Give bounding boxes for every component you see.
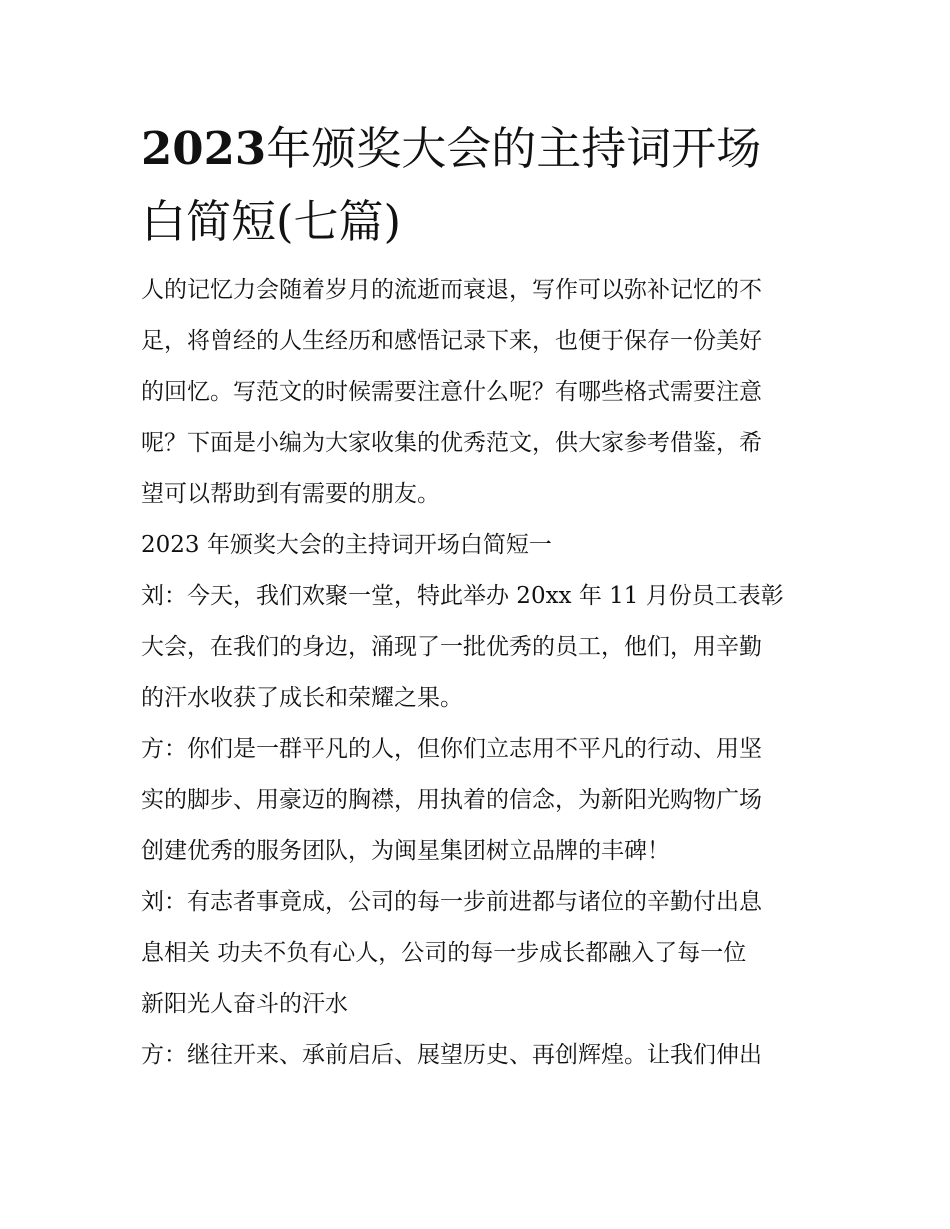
title-line2: 白简短(七篇) xyxy=(141,195,402,248)
body-line: 足，将曾经的人生经历和感悟记录下来，也便于保存一份美好 xyxy=(141,328,762,354)
document-title xyxy=(141,112,821,258)
body-line: 新阳光人奋斗的汗水 xyxy=(141,991,348,1017)
title-year: 2023 xyxy=(141,122,267,175)
body-line: 刘：今天，我们欢聚一堂，特此举办 20xx 年 11 月份员工表彰 xyxy=(141,583,784,609)
body-line: 方：继往开来、承前启后、展望历史、再创辉煌。让我们伸出 xyxy=(141,1042,762,1068)
document-body xyxy=(141,265,821,1081)
body-line: 呢？下面是小编为大家收集的优秀范文，供大家参考借鉴，希 xyxy=(141,430,762,456)
body-line: 方：你们是一群平凡的人，但你们立志用不平凡的行动、用坚 xyxy=(141,736,762,762)
document-page xyxy=(141,112,821,1081)
body-line: 的回忆。写范文的时候需要注意什么呢？有哪些格式需要注意 xyxy=(141,379,762,405)
body-line: 的汗水收获了成长和荣耀之果。 xyxy=(141,685,463,711)
body-line: 息相关 功夫不负有心人，公司的每一步成长都融入了每一位 xyxy=(141,940,747,966)
body-line: 刘：有志者事竟成，公司的每一步前进都与诸位的辛勤付出息 xyxy=(141,889,762,915)
body-line: 望可以帮助到有需要的朋友。 xyxy=(141,481,440,507)
body-line: 人的记忆力会随着岁月的流逝而衰退，写作可以弥补记忆的不 xyxy=(141,277,762,303)
title-line1: 年颁奖大会的主持词开场 xyxy=(266,122,762,175)
section-heading: 2023 年颁奖大会的主持词开场白简短一 xyxy=(141,532,552,558)
body-line: 创建优秀的服务团队，为闽星集团树立品牌的丰碑！ xyxy=(141,838,670,864)
body-line: 大会，在我们的身边，涌现了一批优秀的员工，他们，用辛勤 xyxy=(141,634,762,660)
body-line: 实的脚步、用豪迈的胸襟，用执着的信念，为新阳光购物广场 xyxy=(141,787,762,813)
